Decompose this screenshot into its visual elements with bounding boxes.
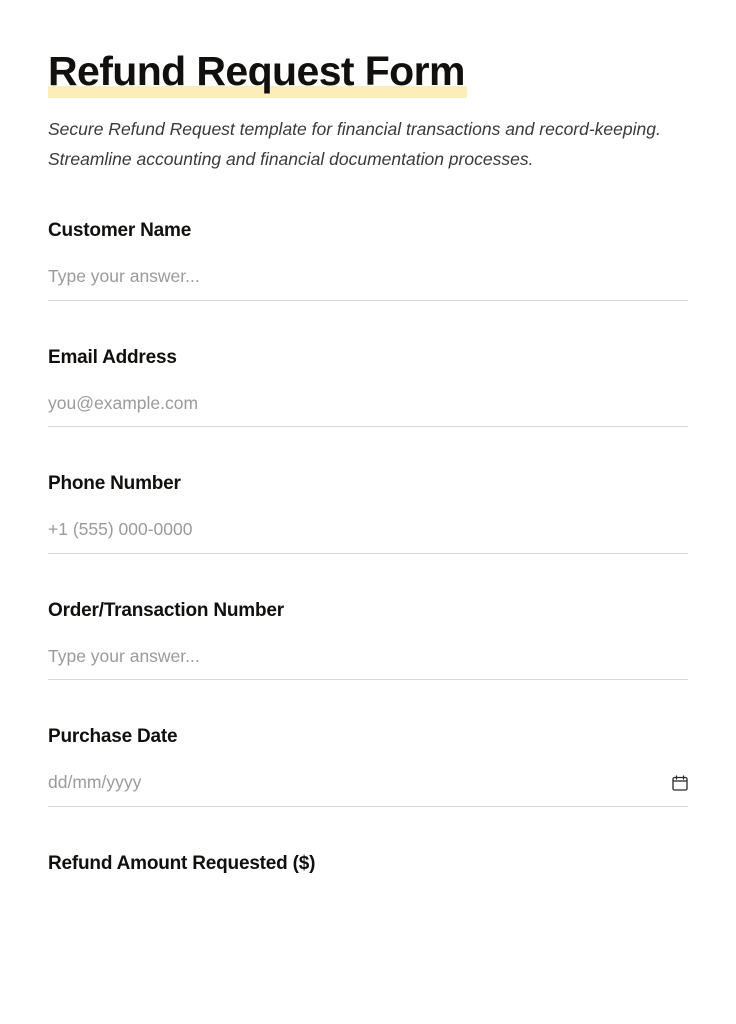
field-label-email-address: Email Address (48, 346, 177, 368)
calendar-icon[interactable] (672, 775, 688, 791)
customer-name-input[interactable] (48, 264, 688, 289)
field-label-order-transaction-number: Order/Transaction Number (48, 599, 284, 621)
input-row-email-address[interactable] (48, 391, 688, 428)
page-title-wrapper (48, 48, 465, 95)
field-order-transaction-number (48, 600, 688, 681)
field-label-purchase-date: Purchase Date (48, 726, 178, 748)
field-email-address (48, 347, 688, 428)
page-title: Refund Request Form (48, 48, 465, 94)
field-phone-number (48, 473, 688, 554)
field-customer-name (48, 220, 688, 301)
field-label-refund-amount-requested: Refund Amount Requested ($) (48, 852, 316, 874)
order-transaction-number-input[interactable] (48, 644, 688, 669)
field-label-phone-number: Phone Number (48, 473, 181, 495)
input-row-phone-number[interactable] (48, 517, 688, 554)
field-refund-amount-requested (48, 853, 688, 875)
input-row-purchase-date[interactable] (48, 770, 688, 807)
form-description: Secure Refund Request template for financial transactions and record-keeping. Streamline accounting and financial documentation processes. (48, 119, 661, 170)
purchase-date-input[interactable] (48, 770, 662, 795)
email-address-input[interactable] (48, 391, 688, 416)
phone-number-input[interactable] (48, 517, 688, 542)
input-row-order-transaction-number[interactable] (48, 644, 688, 681)
field-purchase-date (48, 726, 688, 807)
input-row-customer-name[interactable] (48, 264, 688, 301)
field-label-customer-name: Customer Name (48, 220, 192, 242)
